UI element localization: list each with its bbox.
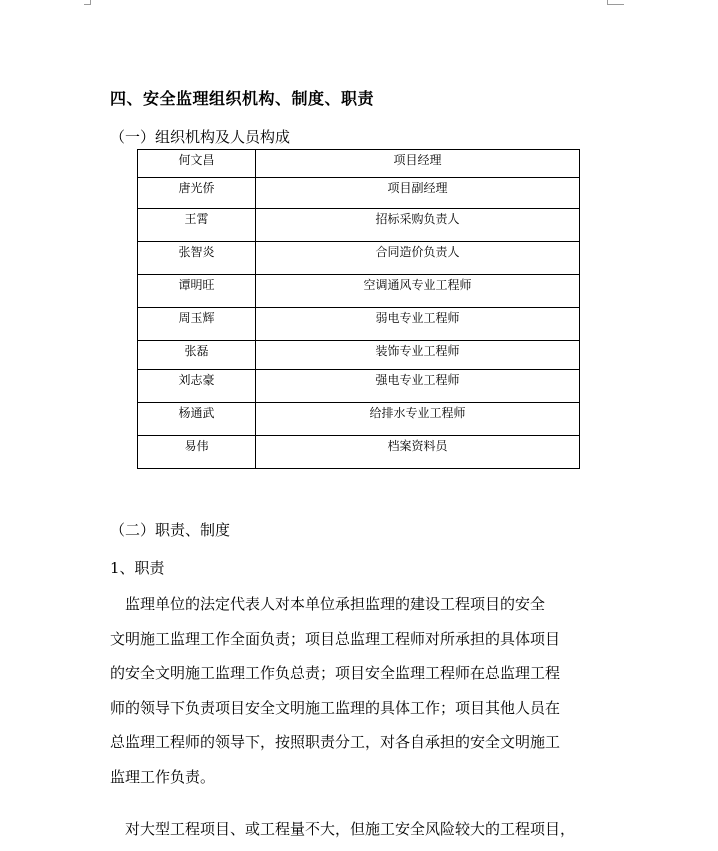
large-project-paragraph xyxy=(110,812,610,847)
staff-role-cell: 强电专业工程师 xyxy=(256,370,580,403)
table-row xyxy=(138,436,580,469)
staff-name-cell: 易伟 xyxy=(138,436,256,469)
staff-name-cell: 张磊 xyxy=(138,341,256,370)
table-row xyxy=(138,370,580,403)
staff-name-cell: 唐光侨 xyxy=(138,178,256,209)
table-row xyxy=(138,308,580,341)
item-duties-heading: 1、职责 xyxy=(110,559,165,577)
subsection-org-structure: （一）组织机构及人员构成 xyxy=(110,128,291,146)
staff-role-cell: 项目经理 xyxy=(256,150,580,178)
section-heading: 四、安全监理组织机构、制度、职责 xyxy=(110,89,375,108)
table-row xyxy=(138,242,580,275)
table-row xyxy=(138,403,580,436)
staff-table xyxy=(137,149,580,469)
staff-name-cell: 刘志豪 xyxy=(138,370,256,403)
corner-mark-top-right-h xyxy=(607,4,624,5)
duties-paragraph xyxy=(110,587,610,795)
paragraph-line: 对大型工程项目、或工程量不大，但施工安全风险较大的工程项目， xyxy=(110,820,576,838)
paragraph-line: 的安全文明施工监理工作负总责；项目安全监理工程师在总监理工程 xyxy=(110,664,561,683)
table-row xyxy=(138,341,580,370)
table-row xyxy=(138,209,580,242)
staff-name-cell: 王霄 xyxy=(138,209,256,242)
paragraph-line: 师的领导下负责项目安全文明施工监理的具体工作；项目其他人员在 xyxy=(110,698,561,717)
paragraph-line: 监理工作负责。 xyxy=(110,767,216,786)
paragraph-line: 总监理工程师的领导下，按照职责分工，对各自承担的安全文明施工 xyxy=(110,733,561,752)
staff-role-cell: 合同造价负责人 xyxy=(256,242,580,275)
staff-name-cell: 杨通武 xyxy=(138,403,256,436)
staff-name-cell: 周玉辉 xyxy=(138,308,256,341)
staff-name-cell: 何文昌 xyxy=(138,150,256,178)
staff-role-cell: 装饰专业工程师 xyxy=(256,341,580,370)
table-row xyxy=(138,178,580,209)
staff-name-cell: 张智炎 xyxy=(138,242,256,275)
table-row xyxy=(138,150,580,178)
staff-role-cell: 弱电专业工程师 xyxy=(256,308,580,341)
staff-role-cell: 档案资料员 xyxy=(256,436,580,469)
staff-role-cell: 给排水专业工程师 xyxy=(256,403,580,436)
paragraph-line: 监理单位的法定代表人对本单位承担监理的建设工程项目的安全 xyxy=(110,595,546,613)
table-row xyxy=(138,275,580,308)
subsection-duties: （二）职责、制度 xyxy=(110,521,231,539)
staff-role-cell: 空调通风专业工程师 xyxy=(256,275,580,308)
staff-name-cell: 谭明旺 xyxy=(138,275,256,308)
paragraph-line: 文明施工监理工作全面负责；项目总监理工程师对所承担的具体项目 xyxy=(110,629,561,648)
corner-mark-top-left-h xyxy=(84,4,91,5)
staff-role-cell: 招标采购负责人 xyxy=(256,209,580,242)
staff-role-cell: 项目副经理 xyxy=(256,178,580,209)
